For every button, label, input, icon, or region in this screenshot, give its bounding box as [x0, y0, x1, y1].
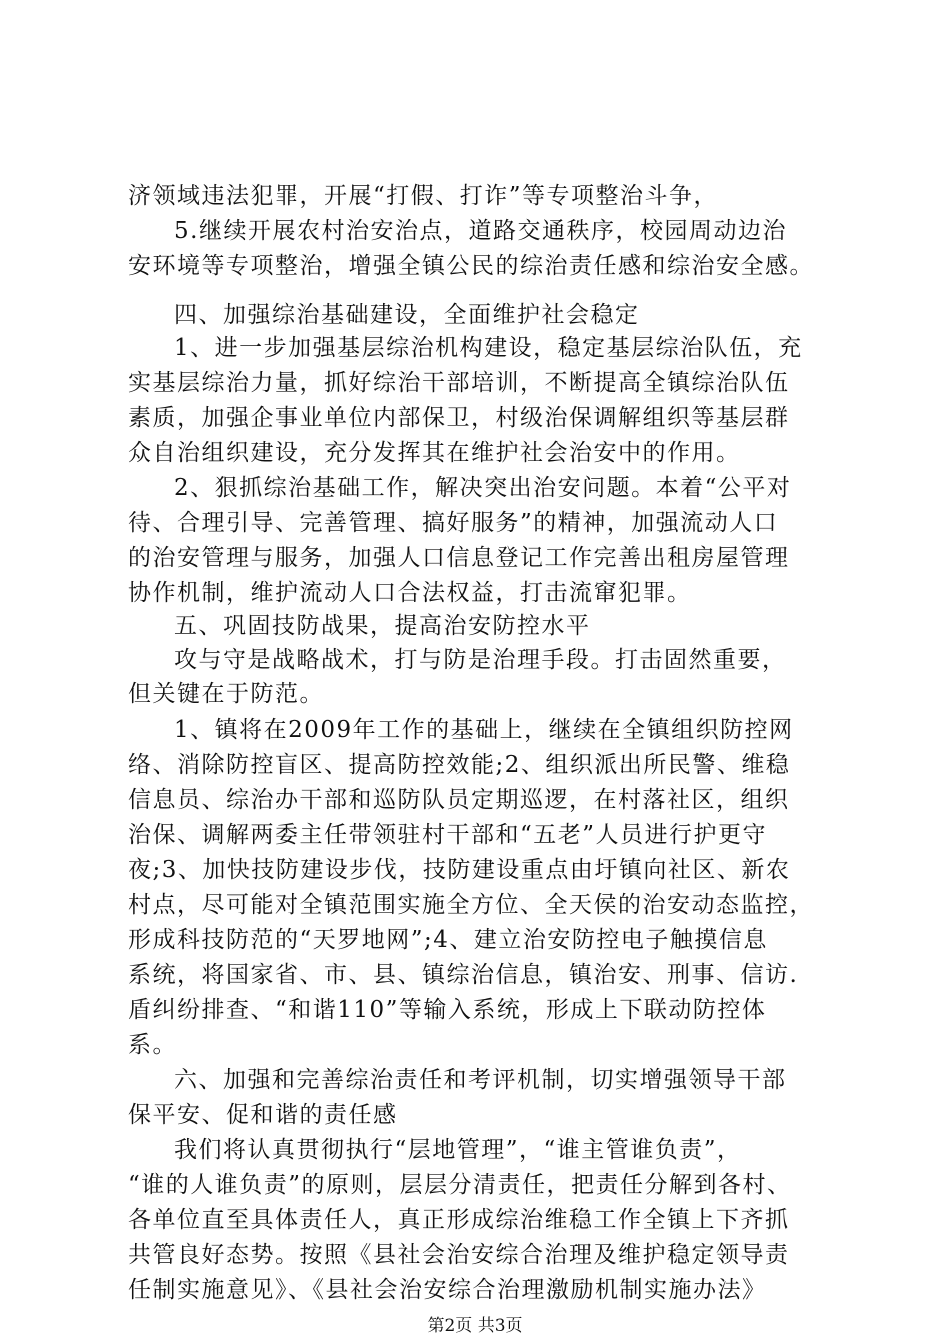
text-line: “谁的人谁负责”的原则，层层分清责任，把责任分解到各村、	[128, 1172, 792, 1198]
text-line: 众自治组织建设，充分发挥其在维护社会治安中的作用。	[128, 440, 741, 466]
text-line: 协作机制，维护流动人口合法权益，打击流窜犯罪。	[128, 580, 692, 606]
section-heading: 六、加强和完善综治责任和考评机制，切实增强领导干部	[174, 1067, 787, 1093]
text-line: 攻与守是战略战术，打与防是治理手段。打击固然重要，	[174, 647, 787, 673]
text-line: 任制实施意见》、《县社会治安综合治理激励机制实施办法》	[128, 1277, 767, 1303]
section-heading: 五、巩固技防战果，提高治安防控水平	[174, 613, 591, 639]
text-line: 1、进一步加强基层综治机构建设，稳定基层综治队伍，充	[174, 335, 803, 361]
section-heading: 四、加强综治基础建设，全面维护社会稳定	[174, 302, 640, 328]
text-line: 村点，尽可能对全镇范围实施全方位、全天侯的治安动态监控，	[128, 892, 814, 918]
text-line: 络、消除防控盲区、提高防控效能;2、组织派出所民警、维稳	[128, 752, 791, 778]
text-line: 各单位直至具体责任人，真正形成综治维稳工作全镇上下齐抓	[128, 1207, 790, 1233]
text-line: 1、镇将在2009年工作的基础上，继续在全镇组织防控网	[174, 717, 794, 743]
text-line: 盾纠纷排查、“和谐110”等输入系统，形成上下联动防控体	[128, 997, 767, 1023]
text-line: 2、狠抓综治基础工作，解决突出治安问题。本着“公平对	[174, 475, 792, 501]
text-line: 待、合理引导、完善管理、搞好服务”的精神，加强流动人口	[128, 510, 779, 536]
text-line: 共管良好态势。按照《县社会治安综合治理及维护稳定领导责	[128, 1242, 790, 1268]
text-line: 系。	[128, 1032, 177, 1058]
text-line: 素质，加强企事业单位内部保卫，村级治保调解组织等基层群	[128, 405, 790, 431]
page-number-footer: 第2页 共3页	[427, 1316, 523, 1336]
text-line: 实基层综治力量，抓好综治干部培训，不断提高全镇综治队伍	[128, 370, 790, 396]
text-line: 形成科技防范的“天罗地网”;4、建立治安防控电子触摸信息	[128, 927, 768, 953]
section-heading: 保平安、促和谐的责任感	[128, 1102, 398, 1128]
text-line: 但关键在于防范。	[128, 681, 324, 707]
text-line: 治保、调解两委主任带领驻村干部和“五老”人员进行护更守	[128, 822, 768, 848]
text-line: 夜;3、加快技防建设步伐，技防建设重点由圩镇向社区、新农	[128, 857, 791, 883]
text-line: 安环境等专项整治，增强全镇公民的综治责任感和综治安全感。	[128, 253, 814, 279]
text-line: 济领域违法犯罪，开展“打假、打诈”等专项整治斗争，	[128, 183, 719, 209]
text-line: 系统，将国家省、市、县、镇综治信息，镇治安、刑事、信访.	[128, 962, 799, 988]
text-line: 5.继续开展农村治安治点，道路交通秩序，校园周动边治	[174, 218, 787, 244]
text-line: 信息员、综治办干部和巡防队员定期巡逻，在村落社区，组织	[128, 787, 790, 813]
text-line: 我们将认真贯彻执行“层地管理”，“谁主管谁负责”，	[174, 1137, 742, 1163]
text-line: 的治安管理与服务，加强人口信息登记工作完善出租房屋管理	[128, 545, 790, 571]
